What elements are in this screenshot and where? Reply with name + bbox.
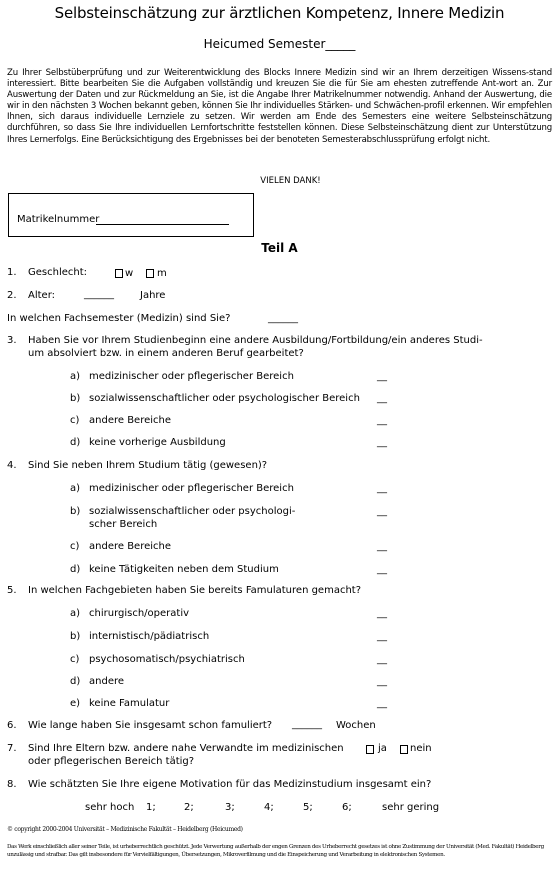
- matrikel-input-line[interactable]: [96, 224, 229, 225]
- q4-option-text: keine Tätigkeiten neben dem Studium: [89, 564, 279, 575]
- q5-option-blank[interactable]: __: [377, 676, 387, 687]
- document-title: Selbsteinschätzung zur ärztlichen Kompetenz, Innere Medizin: [54, 4, 505, 22]
- q5-option-letter: a): [70, 608, 81, 619]
- q4-option-blank[interactable]: __: [377, 564, 387, 575]
- scale-option-5[interactable]: 5;: [303, 802, 313, 813]
- q5-option-text: keine Famulatur: [89, 698, 170, 709]
- q3-number: 3.: [7, 335, 17, 346]
- q5-option-blank[interactable]: __: [377, 631, 387, 642]
- thanks-text: VIELEN DANK!: [260, 176, 321, 186]
- q4-option-blank[interactable]: __: [377, 483, 387, 494]
- scale-option-1[interactable]: 1;: [146, 802, 156, 813]
- scale-option-4[interactable]: 4;: [264, 802, 274, 813]
- q3-option-letter: c): [70, 415, 80, 426]
- q4-option-text: andere Bereiche: [89, 541, 172, 552]
- q6-text: Wie lange haben Sie insgesamt schon famuliert?: [28, 720, 273, 731]
- q7-text-line1: Sind Ihre Eltern bzw. andere nahe Verwandte im medizinischen: [28, 743, 344, 754]
- q6-weeks-blank[interactable]: ______: [292, 719, 322, 730]
- q5-number: 5.: [7, 585, 17, 596]
- semester-line: Heicumed Semester_____: [203, 37, 356, 51]
- q5-option-letter: e): [70, 698, 81, 709]
- q3-option-letter: d): [70, 437, 81, 448]
- q1-checkbox-m[interactable]: [146, 269, 154, 278]
- q4-option-letter: d): [70, 564, 81, 575]
- q5-option-text: andere: [89, 676, 125, 687]
- q4-option-letter: b): [70, 506, 81, 517]
- q5-option-letter: c): [70, 654, 80, 665]
- q1-number: 1.: [7, 267, 17, 278]
- scale-option-2[interactable]: 2;: [184, 802, 194, 813]
- q2-number: 2.: [7, 290, 17, 301]
- q1-checkbox-w[interactable]: [115, 269, 123, 278]
- copyright-line: © copyright 2000-2004 Universität – Medizinische Fakultät – Heidelberg (Heicumed): [7, 826, 243, 833]
- q5-option-blank[interactable]: __: [377, 608, 387, 619]
- q4-number: 4.: [7, 460, 17, 471]
- q8-number: 8.: [7, 779, 17, 790]
- q8-text: Wie schätzten Sie Ihre eigene Motivation für das Medizinstudium insgesamt ein?: [28, 779, 432, 790]
- q5-option-letter: d): [70, 676, 81, 687]
- q3-option-text: sozialwissenschaftlicher oder psychologischer Bereich: [89, 393, 360, 404]
- q4-option-blank[interactable]: __: [377, 506, 387, 517]
- q3-text-line2: um absolviert bzw. in einem anderen Beruf gearbeitet?: [28, 348, 304, 359]
- q4-text: Sind Sie neben Ihrem Studium tätig (gewesen)?: [28, 460, 268, 471]
- q5-option-text: chirurgisch/operativ: [89, 608, 190, 619]
- matrikel-box[interactable]: [8, 193, 254, 237]
- copyright-notice: Das Werk einschließlich aller seiner Teile, ist urheberrechtlich geschützt. Jede Verwertung außerhalb der engen Grenzen des Urheberrecht gesetzes ist ohne Zustimmung der Universität (Med. Fakultät) Heidelberg unzulässig und strafbar. Das gilt insbesondere für Vervielfältigungen, Übersetzungen, Mikroverfilmung und die Einspeicherung und Verarbeitung in elektronischen Systemen.: [7, 844, 544, 858]
- q3-option-text: andere Bereiche: [89, 415, 172, 426]
- q6-number: 6.: [7, 720, 17, 731]
- scale-option-3[interactable]: 3;: [225, 802, 235, 813]
- q5-option-text: psychosomatisch/psychiatrisch: [89, 654, 245, 665]
- section-heading: Teil A: [261, 241, 298, 255]
- q3-option-blank[interactable]: __: [377, 415, 387, 426]
- q3-option-blank[interactable]: __: [377, 437, 387, 448]
- q7-checkbox-ja[interactable]: [366, 745, 374, 754]
- q3-text-line1: Haben Sie vor Ihrem Studienbeginn eine andere Ausbildung/Fortbildung/ein anderes Studi-: [28, 335, 483, 346]
- q3-option-text: keine vorherige Ausbildung: [89, 437, 226, 448]
- q5-option-text: internistisch/pädiatrisch: [89, 631, 210, 642]
- q7-option-ja: ja: [378, 743, 387, 754]
- q7-number: 7.: [7, 743, 17, 754]
- intro-paragraph: Zu Ihrer Selbstüberprüfung und zur Weiterentwicklung des Blocks Innere Medizin sind wir an Ihrem derzeitigen Wissens-stand interessiert. Bitte bearbeiten Sie die Aufgaben vollständig und kreuzen Sie die für Sie am ehesten zutreffende Ant-wort an. Zur Auswertung der Daten und zur Rückmeldung an Sie, ist die Angabe Ihrer Matrikelnummer notwendig. Anhand der Auswertung, die wir in den nächsten 3 Wochen bekannt geben, können Sie Ihr individuelles Stärken- und Schwächen-profil erkennen. Wir empfehlen Ihnen, sich daraus individuelle Lernziele zu setzen. Wir werden am Ende des Semesters eine weitere Selbsteinschätzung durchführen, so dass Sie Ihre individuellen Lernfortschritte feststellen können. Diese Selbsteinschätzung dient zur Unterstützung Ihres Lernerfolgs. Eine Berücksichtigung des Ergebnisses bei der benoteten Semesterabschlussprüfung erfolgt nicht.: [7, 68, 552, 145]
- q3-option-blank[interactable]: __: [377, 393, 387, 404]
- q2-text: Alter:: [28, 290, 55, 301]
- q1-text: Geschlecht:: [28, 267, 88, 278]
- q6-unit: Wochen: [336, 720, 376, 731]
- q5-option-blank[interactable]: __: [377, 698, 387, 709]
- scale-right-label: sehr gering: [382, 802, 440, 813]
- scale-option-6[interactable]: 6;: [342, 802, 352, 813]
- q4-option-text: medizinischer oder pflegerischer Bereich: [89, 483, 294, 494]
- q2-unit: Jahre: [140, 290, 166, 301]
- q4-option-letter: c): [70, 541, 80, 552]
- q3-option-blank[interactable]: __: [377, 371, 387, 382]
- q3-option-letter: b): [70, 393, 81, 404]
- q4-option-text: sozialwissenschaftlicher oder psychologi-: [89, 506, 296, 517]
- scale-left-label: sehr hoch: [85, 802, 135, 813]
- q2-age-blank[interactable]: ______: [84, 289, 114, 300]
- q3-option-letter: a): [70, 371, 81, 382]
- fachsemester-blank[interactable]: ______: [268, 313, 298, 324]
- q5-option-letter: b): [70, 631, 81, 642]
- q7-text-line2: oder pflegerischen Bereich tätig?: [28, 756, 195, 767]
- matrikel-label: Matrikelnummer: [17, 214, 100, 225]
- q5-text: In welchen Fachgebieten haben Sie bereits Famulaturen gemacht?: [28, 585, 362, 596]
- q7-checkbox-nein[interactable]: [400, 745, 408, 754]
- q7-option-nein: nein: [410, 743, 432, 754]
- q1-option-m: m: [157, 268, 167, 279]
- q3-option-text: medizinischer oder pflegerischer Bereich: [89, 371, 294, 382]
- q4-option-letter: a): [70, 483, 81, 494]
- q4-option-blank[interactable]: __: [377, 541, 387, 552]
- q1-option-w: w: [125, 268, 134, 279]
- fachsemester-text: In welchen Fachsemester (Medizin) sind Sie?: [7, 313, 231, 324]
- q5-option-blank[interactable]: __: [377, 654, 387, 665]
- q4-option-text-cont: scher Bereich: [89, 519, 158, 530]
